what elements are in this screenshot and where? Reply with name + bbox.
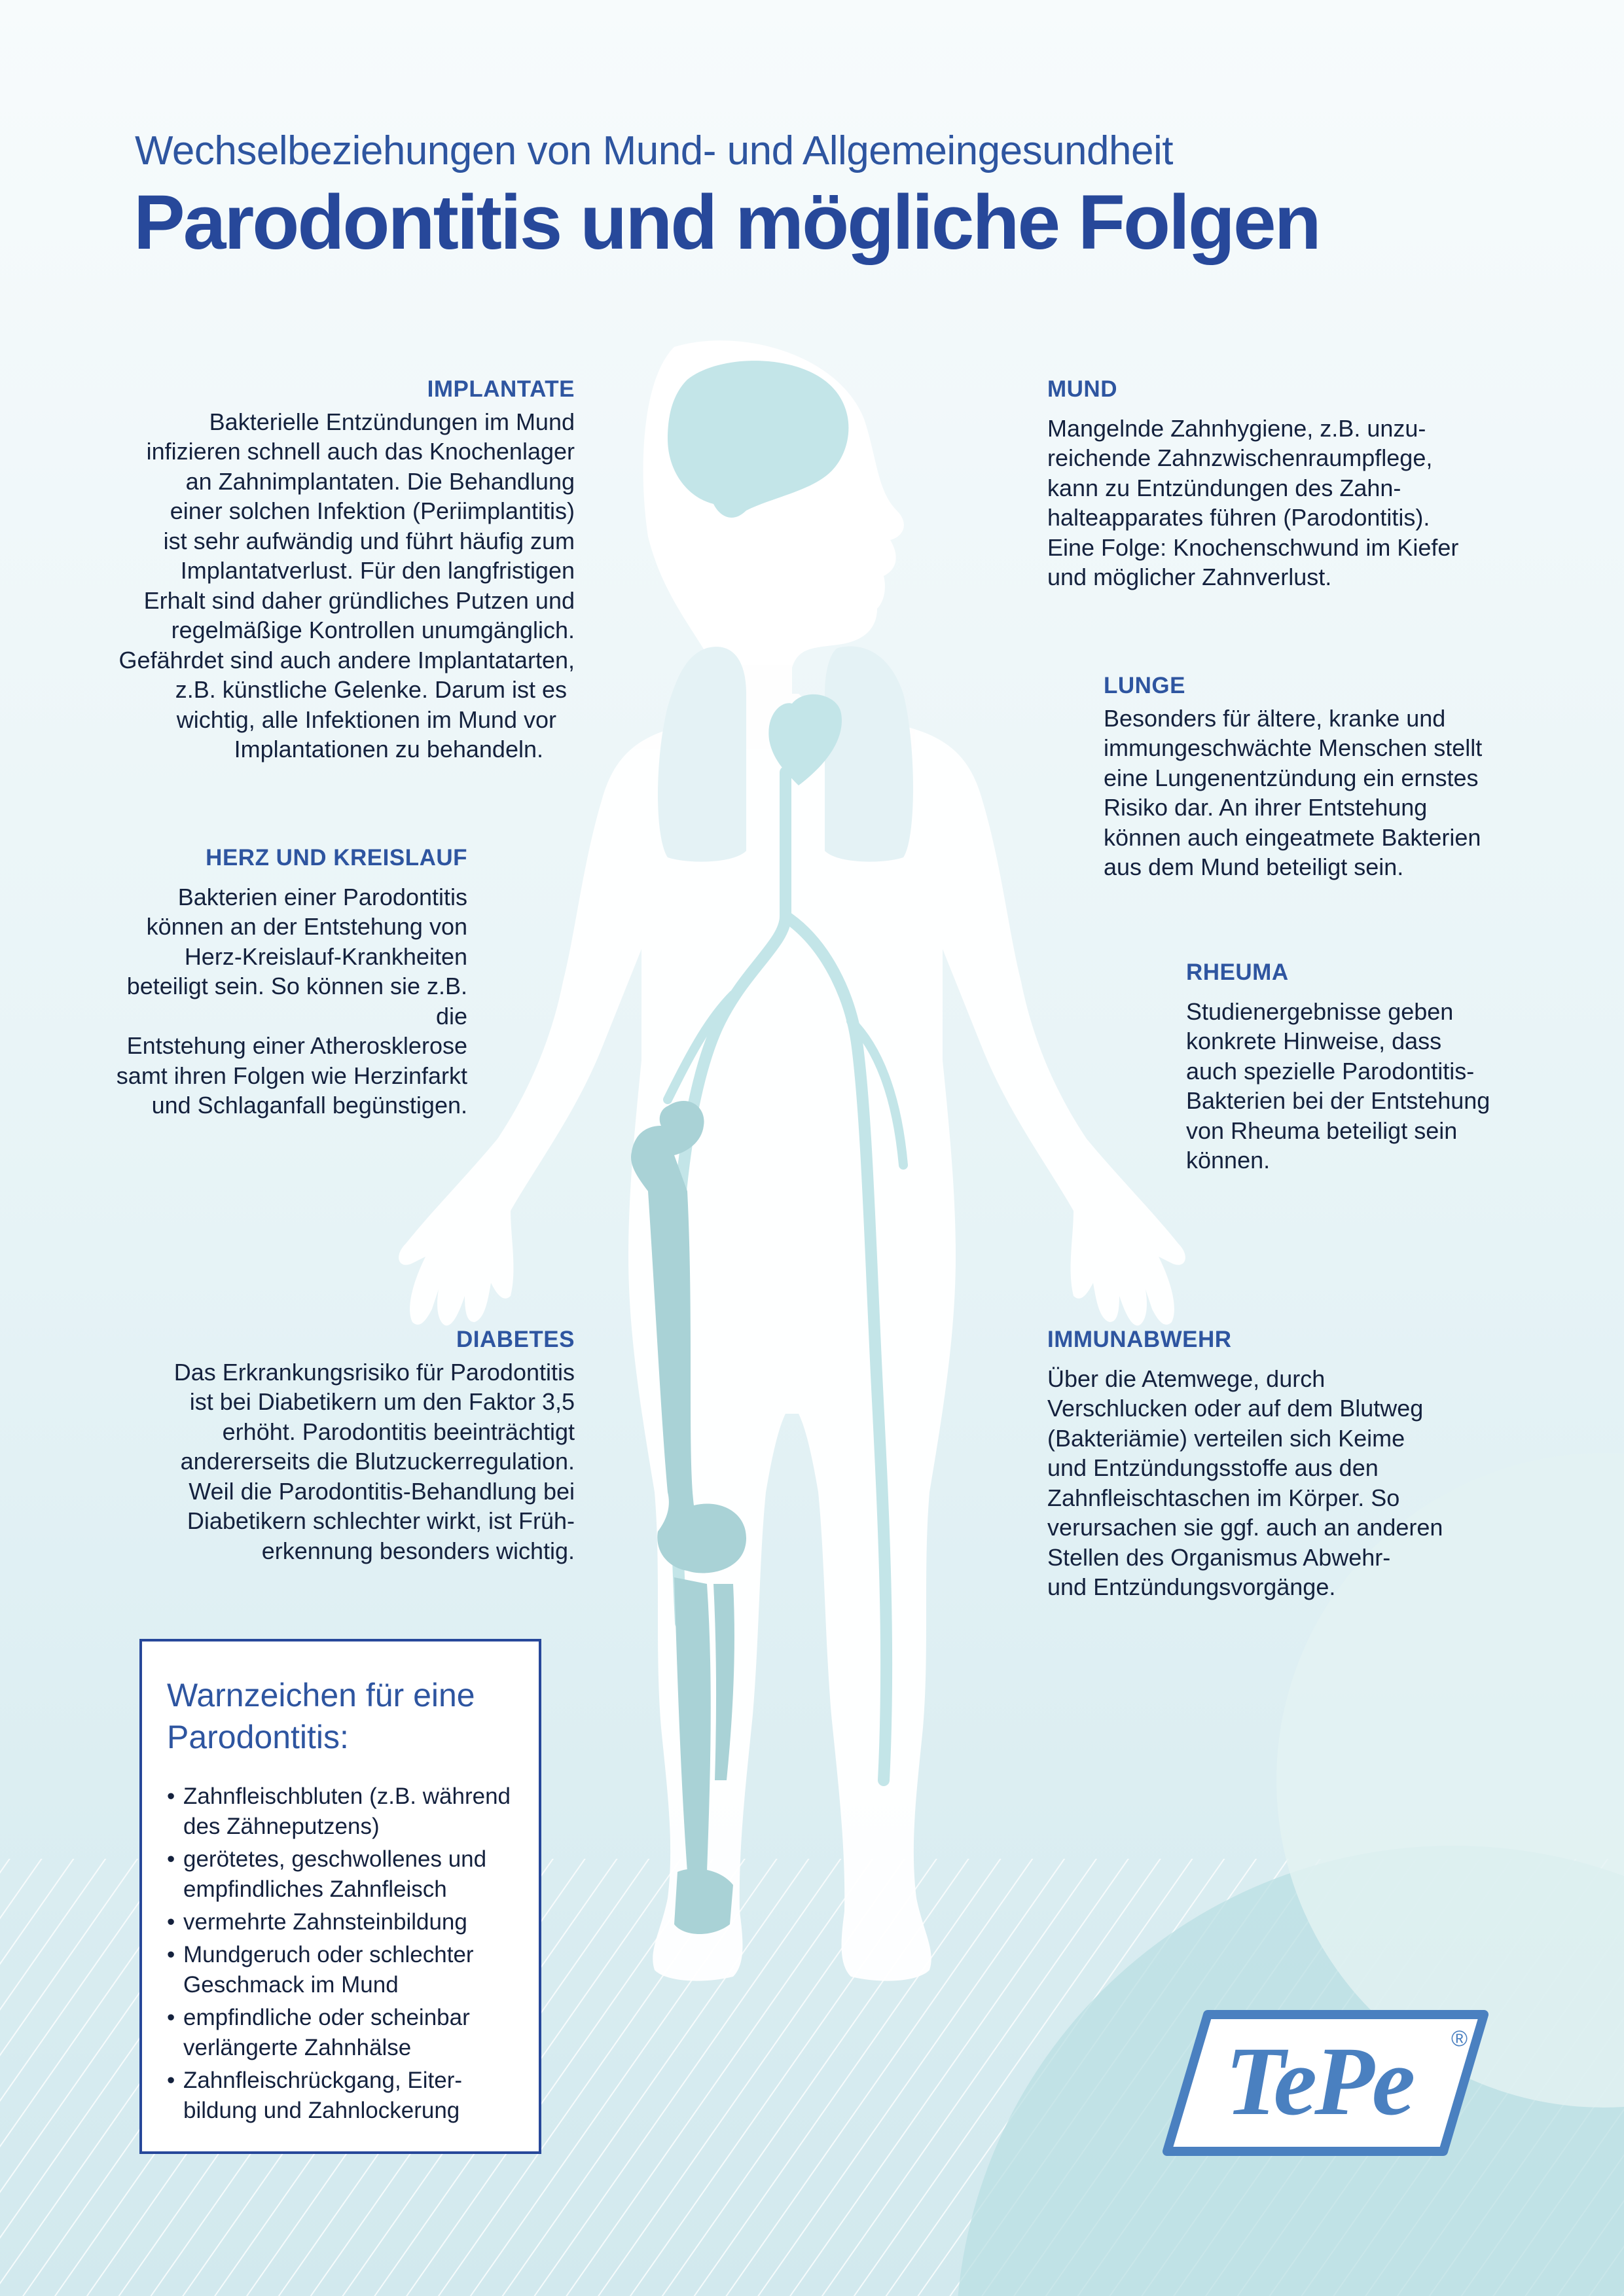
page-subtitle: Wechselbeziehungen von Mund- und Allgemeingesundheit [135, 128, 1173, 173]
text-line: Gefährdet sind auch andere Implantatarten, [118, 646, 575, 673]
text-line: und möglicher Zahnverlust. [1047, 564, 1332, 590]
text-line: Diabetikern schlechter wirkt, ist Früh- [187, 1507, 575, 1534]
list-item: • Zahnfleischbluten (z.B. während des Zähneputzens) [167, 1782, 519, 1842]
logo-wordmark: TePe [1225, 2027, 1413, 2136]
warning-box-title: Warnzeichen für eine Parodontitis: [167, 1677, 475, 1755]
text-line: Herz-Kreislauf-Krankheiten [184, 942, 467, 970]
text-line: Verschlucken oder auf dem Blutweg [1047, 1395, 1424, 1422]
tepe-logo [1162, 2009, 1489, 2157]
list-item: • empfindliche oder scheinbar verlängerte Zahnhälse [167, 2003, 519, 2063]
text-line: Stellen des Organismus Abwehr- [1047, 1543, 1391, 1571]
text-line: Implantationen zu behandeln. [234, 736, 543, 762]
text-line: infizieren schnell auch das Knochenlager [146, 438, 575, 465]
section-heading: IMPLANTATE [427, 376, 575, 402]
text-line: Entstehung einer Atherosklerose [126, 1032, 467, 1059]
warning-signs-box [139, 1639, 541, 2154]
text-line: können an der Entstehung von [146, 913, 467, 940]
text-line: ist bei Diabetikern um den Faktor 3,5 [189, 1388, 575, 1415]
text-line: und Entzündungsstoffe aus den [1047, 1454, 1379, 1481]
section-rheuma [1186, 958, 1513, 1175]
text-line: und Entzündungsvorgänge. [1047, 1573, 1336, 1600]
text-line: von Rheuma beteiligt sein [1186, 1117, 1458, 1144]
text-line: Zahnfleischtaschen im Körper. So [1047, 1484, 1400, 1511]
text-line: halteapparates führen (Parodontitis). [1047, 504, 1430, 531]
text-line: Eine Folge: Knochenschwund im Kiefer [1047, 533, 1459, 561]
section-lunge [1104, 671, 1509, 882]
text-line: an Zahnimplantaten. Die Behandlung [185, 467, 575, 495]
section-mund [1047, 374, 1506, 592]
text-line: reichende Zahnzwischenraumpflege, [1047, 444, 1433, 471]
section-diabetes [144, 1325, 575, 1566]
text-line: aus dem Mund beteiligt sein. [1104, 853, 1404, 880]
text-line: einer solchen Infektion (Periimplantitis) [170, 497, 575, 524]
text-line: Weil die Parodontitis-Behandlung bei [189, 1477, 575, 1505]
text-line: auch spezielle Parodontitis- [1186, 1057, 1475, 1085]
text-line: Über die Atemwege, durch [1047, 1365, 1326, 1392]
text-line: Studienergebnisse geben [1186, 997, 1454, 1025]
list-item: • Zahnfleischrückgang, Eiter-bildung und Zahnlockerung [167, 2066, 519, 2126]
list-item: • gerötetes, geschwollenes und empfindliches Zahnfleisch [167, 1844, 519, 1905]
text-line: können. [1186, 1147, 1271, 1174]
section-heading: DIABETES [456, 1327, 575, 1352]
text-line: Das Erkrankungsrisiko für Parodontitis [173, 1358, 575, 1386]
left-lung-organ [658, 647, 746, 861]
text-line: Risiko dar. An ihrer Entstehung [1104, 794, 1428, 821]
section-heading: RHEUMA [1186, 960, 1289, 985]
text-line: Bakterielle Entzündungen im Mund [209, 408, 575, 435]
text-line: beteiligt sein. So können sie z.B. die [126, 973, 467, 1030]
right-lung-organ [825, 647, 913, 862]
text-line: eine Lungenentzündung ein ernstes [1104, 764, 1479, 791]
text-line: kann zu Entzündungen des Zahn- [1047, 474, 1401, 501]
text-line: andererseits die Blutzuckerregulation. [180, 1448, 575, 1475]
section-herz-kreislauf [98, 843, 467, 1121]
text-line: erkennung besonders wichtig. [261, 1537, 575, 1564]
text-line: können auch eingeatmete Bakterien [1104, 823, 1481, 851]
text-line: Bakterien bei der Entstehung [1186, 1087, 1490, 1114]
section-heading: HERZ UND KREISLAUF [206, 845, 467, 870]
text-line: immungeschwächte Menschen stellt [1104, 734, 1483, 761]
text-line: konkrete Hinweise, dass [1186, 1028, 1442, 1054]
section-heading: IMMUNABWEHR [1047, 1327, 1232, 1352]
text-line: Implantatverlust. Für den langfristigen [180, 557, 575, 584]
text-line: Besonders für ältere, kranke und [1104, 704, 1446, 732]
text-line: (Bakteriämie) verteilen sich Keime [1047, 1424, 1405, 1452]
logo-registered-mark: ® [1451, 2026, 1468, 2051]
list-item: • vermehrte Zahnsteinbildung [167, 1907, 519, 1937]
section-immunabwehr [1047, 1325, 1506, 1602]
list-item: • Mundgeruch oder schlechter Geschmack im Mund [167, 1940, 519, 2000]
text-line: wichtig, alle Infektionen im Mund vor [176, 706, 556, 733]
text-line: Bakterien einer Parodontitis [177, 883, 467, 910]
text-line: erhöht. Parodontitis beeinträchtigt [222, 1418, 575, 1445]
text-line: samt ihren Folgen wie Herzinfarkt [116, 1062, 467, 1089]
text-line: Mangelnde Zahnhygiene, z.B. unzu- [1047, 414, 1426, 442]
page-title: Parodontitis und mögliche Folgen [134, 179, 1320, 266]
text-line: regelmäßige Kontrollen unumgänglich. [171, 617, 575, 643]
warning-signs-list [167, 1782, 519, 2126]
text-line: ist sehr aufwändig und führt häufig zum [163, 527, 575, 554]
text-line: Erhalt sind daher gründliches Putzen und [143, 586, 575, 614]
text-line: und Schlaganfall begünstigen. [151, 1092, 467, 1119]
section-heading: MUND [1047, 376, 1117, 402]
section-heading: LUNGE [1104, 673, 1185, 698]
section-implantate [118, 374, 575, 764]
text-line: z.B. künstliche Gelenke. Darum ist es [175, 676, 567, 703]
text-line: verursachen sie ggf. auch an anderen [1047, 1514, 1443, 1541]
